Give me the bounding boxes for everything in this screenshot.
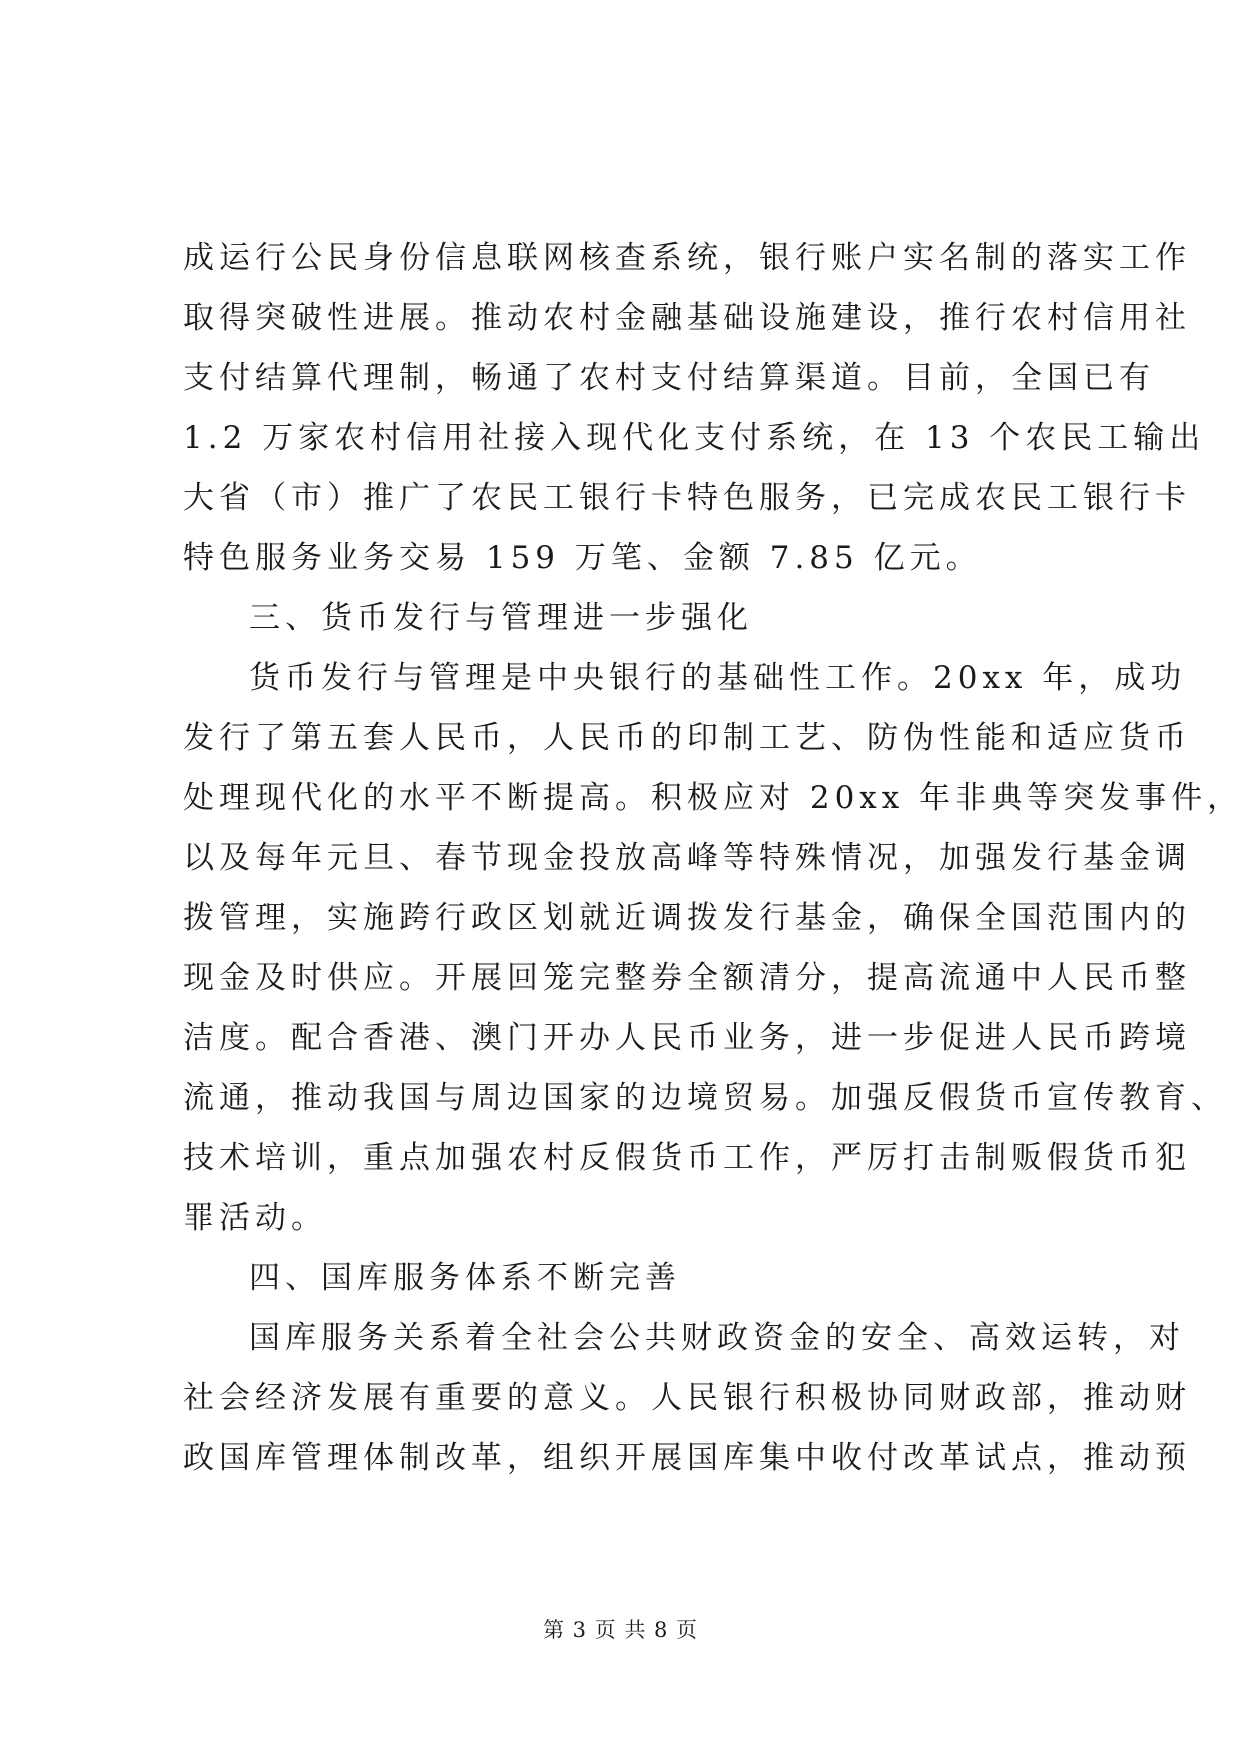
- text-line: 大省（市）推广了农民工银行卡特色服务，已完成农民工银行卡: [183, 480, 1191, 516]
- text-line: 流通，推动我国与周边国家的边境贸易。加强反假货币宣传教育、: [183, 1080, 1227, 1116]
- text-line: 洁度。配合香港、澳门开办人民币业务，进一步促进人民币跨境: [183, 1020, 1191, 1056]
- text-line: 成运行公民身份信息联网核查系统，银行账户实名制的落实工作: [183, 240, 1191, 276]
- text-line: 发行了第五套人民币，人民币的印制工艺、防伪性能和适应货币: [183, 720, 1191, 756]
- text-line: 特色服务业务交易 159 万笔、金额 7.85 亿元。: [183, 540, 982, 576]
- page-number-footer: 第 3 页 共 8 页: [542, 1618, 699, 1642]
- text-line: 取得突破性进展。推动农村金融基础设施建设，推行农村信用社: [183, 300, 1191, 336]
- text-line: 政国库管理体制改革，组织开展国库集中收付改革试点，推动预: [183, 1440, 1191, 1476]
- section-heading: 三、货币发行与管理进一步强化: [249, 600, 753, 636]
- text-line: 罪活动。: [183, 1200, 327, 1236]
- text-line: 1.2 万家农村信用社接入现代化支付系统，在 13 个农民工输出: [183, 420, 1206, 456]
- text-line: 技术培训，重点加强农村反假货币工作，严厉打击制贩假货币犯: [183, 1140, 1191, 1176]
- section-heading: 四、国库服务体系不断完善: [249, 1260, 681, 1296]
- text-line: 处理现代化的水平不断提高。积极应对 20xx 年非典等突发事件，: [183, 780, 1243, 816]
- text-line: 国库服务关系着全社会公共财政资金的安全、高效运转，对: [249, 1320, 1185, 1356]
- text-line: 现金及时供应。开展回笼完整券全额清分，提高流通中人民币整: [183, 960, 1191, 996]
- document-body: [183, 228, 1243, 1488]
- text-line: 社会经济发展有重要的意义。人民银行积极协同财政部，推动财: [183, 1380, 1191, 1416]
- text-line: 以及每年元旦、春节现金投放高峰等特殊情况，加强发行基金调: [183, 840, 1191, 876]
- text-line: 货币发行与管理是中央银行的基础性工作。20xx 年，成功: [249, 660, 1187, 696]
- text-line: 拨管理，实施跨行政区划就近调拨发行基金，确保全国范围内的: [183, 900, 1191, 936]
- text-line: 支付结算代理制，畅通了农村支付结算渠道。目前，全国已有: [183, 360, 1155, 396]
